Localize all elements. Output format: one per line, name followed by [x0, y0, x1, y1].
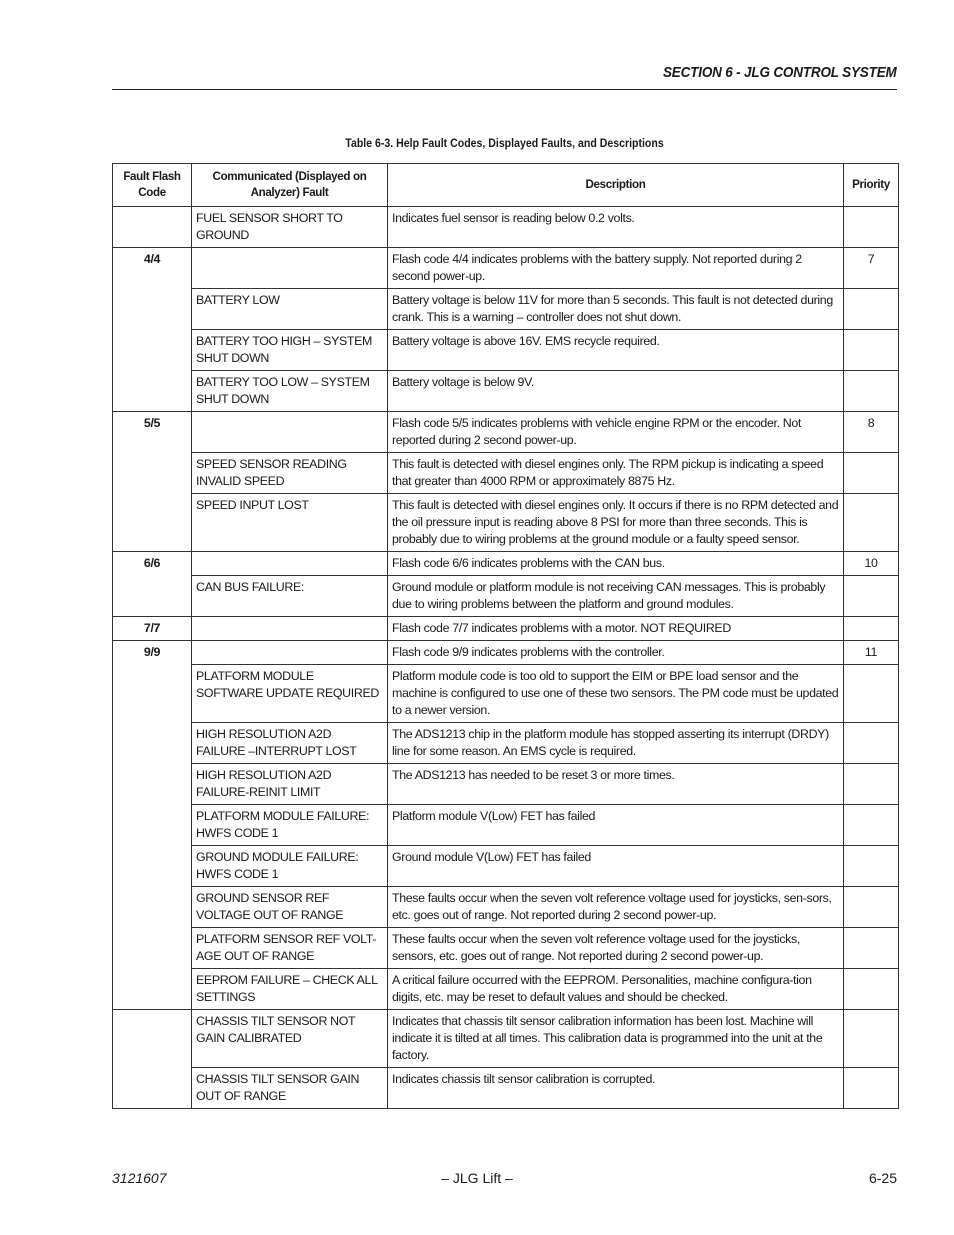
table-row	[113, 289, 899, 330]
page-number: 6-25	[868, 1170, 897, 1186]
fault-cell: CHASSIS TILT SENSOR GAIN OUT OF RANGE	[192, 1068, 388, 1109]
table-row	[113, 576, 899, 617]
priority-cell	[844, 330, 899, 371]
table-row	[113, 764, 899, 805]
fault-cell: PLATFORM MODULE FAILURE: HWFS CODE 1	[192, 805, 388, 846]
description-cell: Indicates that chassis tilt sensor calibration information has been lost. Machine will indicate it is tilted at all times. This calibration data is programmed into the unit at the factory.	[388, 1010, 844, 1068]
flash-code-cell	[113, 723, 192, 764]
description-cell: Flash code 4/4 indicates problems with the battery supply. Not reported during 2 second power-up.	[388, 248, 844, 289]
description-cell: This fault is detected with diesel engines only. It occurs if there is no RPM detected and the oil pressure input is reading above 8 PSI for more than three seconds. This is probably due to wiring problems at the ground module or a faulty speed sensor.	[388, 494, 844, 552]
priority-cell	[844, 969, 899, 1010]
table-row	[113, 846, 899, 887]
column-header-priority: Priority	[844, 164, 899, 207]
description-cell: These faults occur when the seven volt reference voltage used for the joysticks, sensors, etc. goes out of range. Not reported during 2 second power-up.	[388, 928, 844, 969]
flash-code-cell	[113, 453, 192, 494]
description-cell: These faults occur when the seven volt reference voltage used for joysticks, sen-sors, etc. goes out of range. Not reported during 2 second power-up.	[388, 887, 844, 928]
fault-cell: HIGH RESOLUTION A2D FAILURE-REINIT LIMIT	[192, 764, 388, 805]
priority-cell	[844, 846, 899, 887]
description-cell: A critical failure occurred with the EEPROM. Personalities, machine configura-tion digits, etc. may be reset to default values and should be checked.	[388, 969, 844, 1010]
header-divider	[112, 89, 897, 90]
priority-cell	[844, 371, 899, 412]
description-cell: Platform module V(Low) FET has failed	[388, 805, 844, 846]
flash-code-cell: 7/7	[113, 617, 192, 641]
fault-cell: BATTERY TOO HIGH – SYSTEM SHUT DOWN	[192, 330, 388, 371]
table-row	[113, 207, 899, 248]
description-cell: Flash code 6/6 indicates problems with the CAN bus.	[388, 552, 844, 576]
priority-cell	[844, 764, 899, 805]
flash-code-cell: 5/5	[113, 412, 192, 453]
flash-code-cell	[113, 1068, 192, 1109]
flash-code-cell	[113, 887, 192, 928]
fault-codes-table	[112, 163, 899, 1109]
table-row	[113, 453, 899, 494]
flash-code-cell	[113, 494, 192, 552]
flash-code-cell	[113, 207, 192, 248]
flash-code-cell	[113, 805, 192, 846]
table-row	[113, 641, 899, 665]
table-row	[113, 665, 899, 723]
document-number: 3121607	[112, 1170, 167, 1186]
priority-cell	[844, 1068, 899, 1109]
fault-cell: PLATFORM SENSOR REF VOLT-AGE OUT OF RANGE	[192, 928, 388, 969]
description-cell: Flash code 5/5 indicates problems with vehicle engine RPM or the encoder. Not reported during 2 second power-up.	[388, 412, 844, 453]
description-cell: The ADS1213 has needed to be reset 3 or more times.	[388, 764, 844, 805]
priority-cell	[844, 723, 899, 764]
flash-code-cell	[113, 330, 192, 371]
table-row	[113, 1010, 899, 1068]
column-header-description: Description	[388, 164, 844, 207]
flash-code-cell	[113, 846, 192, 887]
flash-code-cell	[113, 576, 192, 617]
priority-cell	[844, 453, 899, 494]
priority-cell	[844, 665, 899, 723]
flash-code-cell	[113, 969, 192, 1010]
table-row	[113, 887, 899, 928]
description-cell: Indicates chassis tilt sensor calibration is corrupted.	[388, 1068, 844, 1109]
flash-code-cell	[113, 1010, 192, 1068]
table-row	[113, 928, 899, 969]
description-cell: The ADS1213 chip in the platform module has stopped asserting its interrupt (DRDY) line for some reason. An EMS cycle is required.	[388, 723, 844, 764]
description-cell: Indicates fuel sensor is reading below 0.2 volts.	[388, 207, 844, 248]
description-cell: Ground module or platform module is not receiving CAN messages. This is probably due to wiring problems between the platform and ground modules.	[388, 576, 844, 617]
description-cell: Battery voltage is below 11V for more than 5 seconds. This fault is not detected during crank. This is a warning – controller does not shut down.	[388, 289, 844, 330]
table-row	[113, 969, 899, 1010]
description-cell: Battery voltage is above 16V. EMS recycle required.	[388, 330, 844, 371]
flash-code-cell: 4/4	[113, 248, 192, 289]
fault-cell	[192, 248, 388, 289]
priority-cell	[844, 207, 899, 248]
table-row	[113, 371, 899, 412]
table-row	[113, 552, 899, 576]
table-header-row	[113, 164, 899, 207]
priority-cell	[844, 887, 899, 928]
fault-cell: FUEL SENSOR SHORT TO GROUND	[192, 207, 388, 248]
table-body	[113, 207, 899, 1109]
priority-cell	[844, 494, 899, 552]
table-caption: Table 6-3. Help Fault Codes, Displayed Faults, and Descriptions	[345, 136, 664, 150]
flash-code-cell: 6/6	[113, 552, 192, 576]
fault-cell: GROUND MODULE FAILURE: HWFS CODE 1	[192, 846, 388, 887]
fault-cell: BATTERY TOO LOW – SYSTEM SHUT DOWN	[192, 371, 388, 412]
table-row	[113, 412, 899, 453]
description-cell: Ground module V(Low) FET has failed	[388, 846, 844, 887]
priority-cell	[844, 1010, 899, 1068]
fault-cell: CHASSIS TILT SENSOR NOT GAIN CALIBRATED	[192, 1010, 388, 1068]
flash-code-cell	[113, 764, 192, 805]
priority-cell	[844, 617, 899, 641]
column-header-code: Fault Flash Code	[113, 164, 192, 207]
priority-cell: 11	[844, 641, 899, 665]
section-title: SECTION 6 - JLG CONTROL SYSTEM	[663, 64, 897, 81]
table-row	[113, 1068, 899, 1109]
priority-cell	[844, 576, 899, 617]
fault-cell: EEPROM FAILURE – CHECK ALL SETTINGS	[192, 969, 388, 1010]
description-cell: This fault is detected with diesel engines only. The RPM pickup is indicating a speed that greater than 4000 RPM or approximately 8875 Hz.	[388, 453, 844, 494]
description-cell: Battery voltage is below 9V.	[388, 371, 844, 412]
table-row	[113, 805, 899, 846]
flash-code-cell	[113, 665, 192, 723]
priority-cell: 8	[844, 412, 899, 453]
column-header-fault: Communicated (Displayed on Analyzer) Fault	[192, 164, 388, 207]
priority-cell: 7	[844, 248, 899, 289]
fault-cell: CAN BUS FAILURE:	[192, 576, 388, 617]
description-cell: Flash code 9/9 indicates problems with the controller.	[388, 641, 844, 665]
description-cell: Flash code 7/7 indicates problems with a motor. NOT REQUIRED	[388, 617, 844, 641]
fault-cell	[192, 552, 388, 576]
fault-cell	[192, 617, 388, 641]
fault-cell: BATTERY LOW	[192, 289, 388, 330]
fault-cell: GROUND SENSOR REF VOLTAGE OUT OF RANGE	[192, 887, 388, 928]
footer-brand: – JLG Lift –	[441, 1170, 513, 1186]
fault-cell	[192, 641, 388, 665]
fault-cell: PLATFORM MODULE SOFTWARE UPDATE REQUIRED	[192, 665, 388, 723]
flash-code-cell	[113, 371, 192, 412]
fault-cell: SPEED SENSOR READING INVALID SPEED	[192, 453, 388, 494]
flash-code-cell	[113, 928, 192, 969]
priority-cell	[844, 928, 899, 969]
fault-cell	[192, 412, 388, 453]
table-row	[113, 617, 899, 641]
table-row	[113, 723, 899, 764]
flash-code-cell: 9/9	[113, 641, 192, 665]
flash-code-cell	[113, 289, 192, 330]
priority-cell	[844, 289, 899, 330]
description-cell: Platform module code is too old to support the EIM or BPE load sensor and the machine is configured to use one of these two sensors. The PM code must be updated to a newer version.	[388, 665, 844, 723]
fault-cell: HIGH RESOLUTION A2D FAILURE –INTERRUPT LOST	[192, 723, 388, 764]
priority-cell: 10	[844, 552, 899, 576]
table-row	[113, 330, 899, 371]
table-row	[113, 494, 899, 552]
priority-cell	[844, 805, 899, 846]
table-row	[113, 248, 899, 289]
fault-cell: SPEED INPUT LOST	[192, 494, 388, 552]
